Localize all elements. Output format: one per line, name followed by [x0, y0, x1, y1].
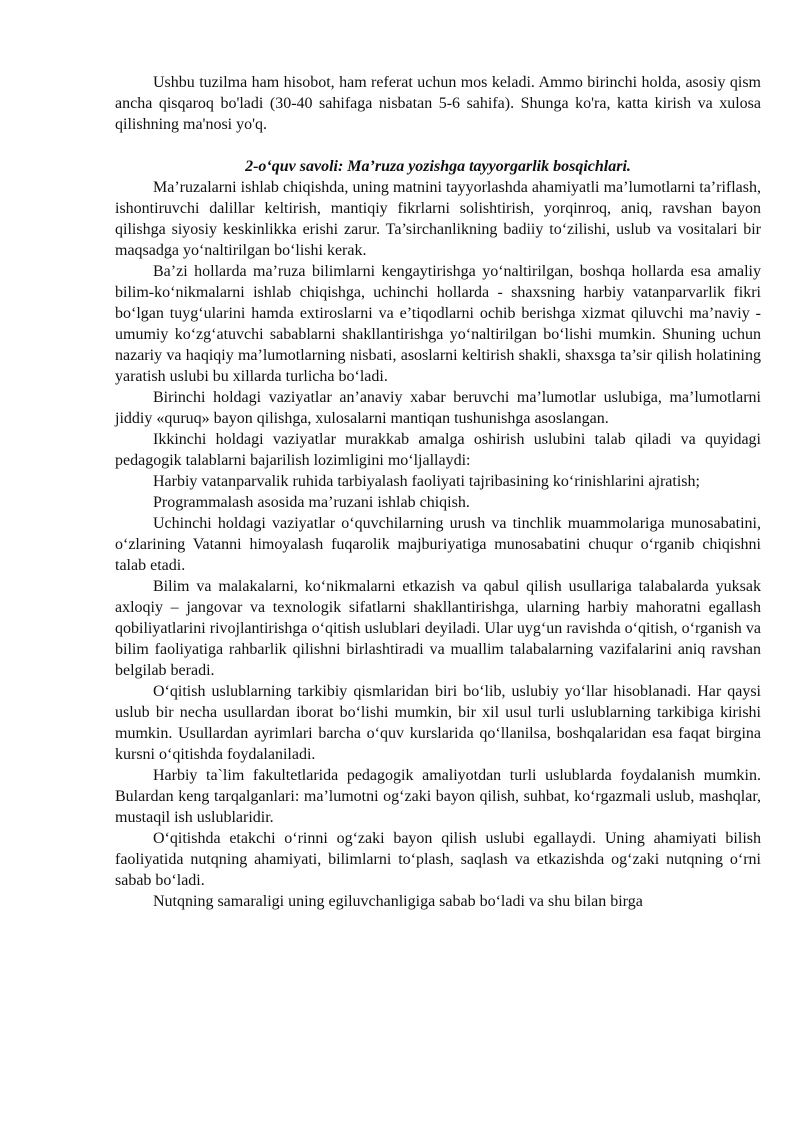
intro-paragraph: Ushbu tuzilma ham hisobot, ham referat uchun mos keladi. Ammo birinchi holda, asosiy qism ancha qisqaroq bo'ladi (30-40 sahifaga nisbatan 5-6 sahifa). Shunga ko'ra, katta kirish va xulosa qilishning ma'nosi yo'q.: [115, 74, 761, 133]
body-paragraph: O‘qitishda etakchi o‘rinni og‘zaki bayon qilish uslubi egallaydi. Uning ahamiyati bilish faoliyatida nutqning ahamiyati, bilimlarni to‘plash, saqlash va etkazishda og‘zaki nutqning o‘rni sabab bo‘ladi.: [115, 830, 761, 889]
body-paragraph: Ba’zi hollarda ma’ruza bilimlarni kengaytirishga yo‘naltirilgan, boshqa hollarda esa amaliy bilim-ko‘nikmalarni ishlab chiqishga, uchinchi hollarda - shaxsning harbiy vatanparvarlik fikri bo‘lgan tuyg‘ularini hamda extiroslarni va e’tiqodlarni ochib berishga xizmat qiluvchi ma’naviy - umumiy ko‘zg‘atuvchi sabablarni shakllantirishga yo‘naltirilgan bo‘lishi mumkin. Shuning uchun nazariy va haqiqiy ma’lumotlarning nisbati, asoslarni keltirish shakli, shaxsga ta’sir qilish holatining yaratish uslubi bu xillarda turlicha bo‘ladi.: [115, 263, 761, 385]
list-item: Harbiy vatanparvalik ruhida tarbiyalash faoliyati tajribasining ko‘rinishlarini ajratish;: [153, 473, 700, 490]
body-paragraph: Ikkinchi holdagi vaziyatlar murakkab amalga oshirish uslubini talab qiladi va quyidagi pedagogik talablarni bajarilish lozimligini mo‘ljallaydi:: [115, 431, 761, 469]
body-paragraph: Uchinchi holdagi vaziyatlar o‘quvchilarning urush va tinchlik muammolariga munosabatini, o‘zlarining Vatanni himoyalash fuqarolik majburiyatiga munosabatini chuqur o‘rganib chiqishni talab etadi.: [115, 515, 761, 574]
body-paragraph: Nutqning samaraligi uning egiluvchanligiga sabab bo‘ladi va shu bilan birga: [153, 893, 643, 910]
list-item: Programmalash asosida ma’ruzani ishlab chiqish.: [153, 494, 470, 511]
body-paragraph: O‘qitish uslublarning tarkibiy qismlaridan biri bo‘lib, uslubiy yo‘llar hisoblanadi. Har qaysi uslub bir necha usullardan iborat bo‘lishi mumkin, bir xil usul turli uslublarning tarkibiga kirishi mumkin. Usullardan ayrimlari barcha o‘quv kurslarida qo‘llanilsa, boshqalaridan esa faqat birgina kursni o‘qitishda foydalaniladi.: [115, 683, 761, 763]
body-paragraph: Harbiy ta`lim fakultetlarida pedagogik amaliyotdan turli uslublarda foydalanish mumkin. Bulardan keng tarqalganlari: ma’lumotni og‘zaki bayon qilish, suhbat, ko‘rgazmali uslub, mashqlar, mustaqil ish uslublaridir.: [115, 767, 761, 826]
document-page: [115, 72, 761, 912]
section-heading: 2-o‘quv savoli: Ma’ruza yozishga tayyorgarlik bosqichlari.: [245, 158, 631, 175]
body-paragraph: Birinchi holdagi vaziyatlar an’anaviy xabar beruvchi ma’lumotlar uslubiga, ma’lumotlarni jiddiy «quruq» bayon qilishga, xulosalarni mantiqan tushunishga asoslangan.: [115, 389, 761, 427]
body-paragraph: Ma’ruzalarni ishlab chiqishda, uning matnini tayyorlashda ahamiyatli ma’lumotlarni ta’riflash, ishontiruvchi dalillar keltirish, mantiqiy fikrlarni solishtirish, yorqinroq, aniq, ravshan bayon qilishga siyosiy keskinlikka erishi zarur. Ta’sirchanlikning badiiy to‘zilishi, uslub va vositalari bir maqsadga yo‘naltirilgan bo‘lishi kerak.: [115, 179, 761, 259]
body-paragraph: Bilim va malakalarni, ko‘nikmalarni etkazish va qabul qilish usullariga talabalarda yuksak axloqiy – jangovar va texnologik sifatlarni shakllantirishga, ularning harbiy mahoratni egallash qobiliyatlarini rivojlantirishga o‘qitish uslublari deyiladi. Ular uyg‘un ravishda o‘qitish, o‘rganish va bilim faoliyatiga rahbarlik qilishni birlashtiradi va muallim talabalarning vazifalarini aniq ravshan belgilab beradi.: [115, 578, 761, 679]
